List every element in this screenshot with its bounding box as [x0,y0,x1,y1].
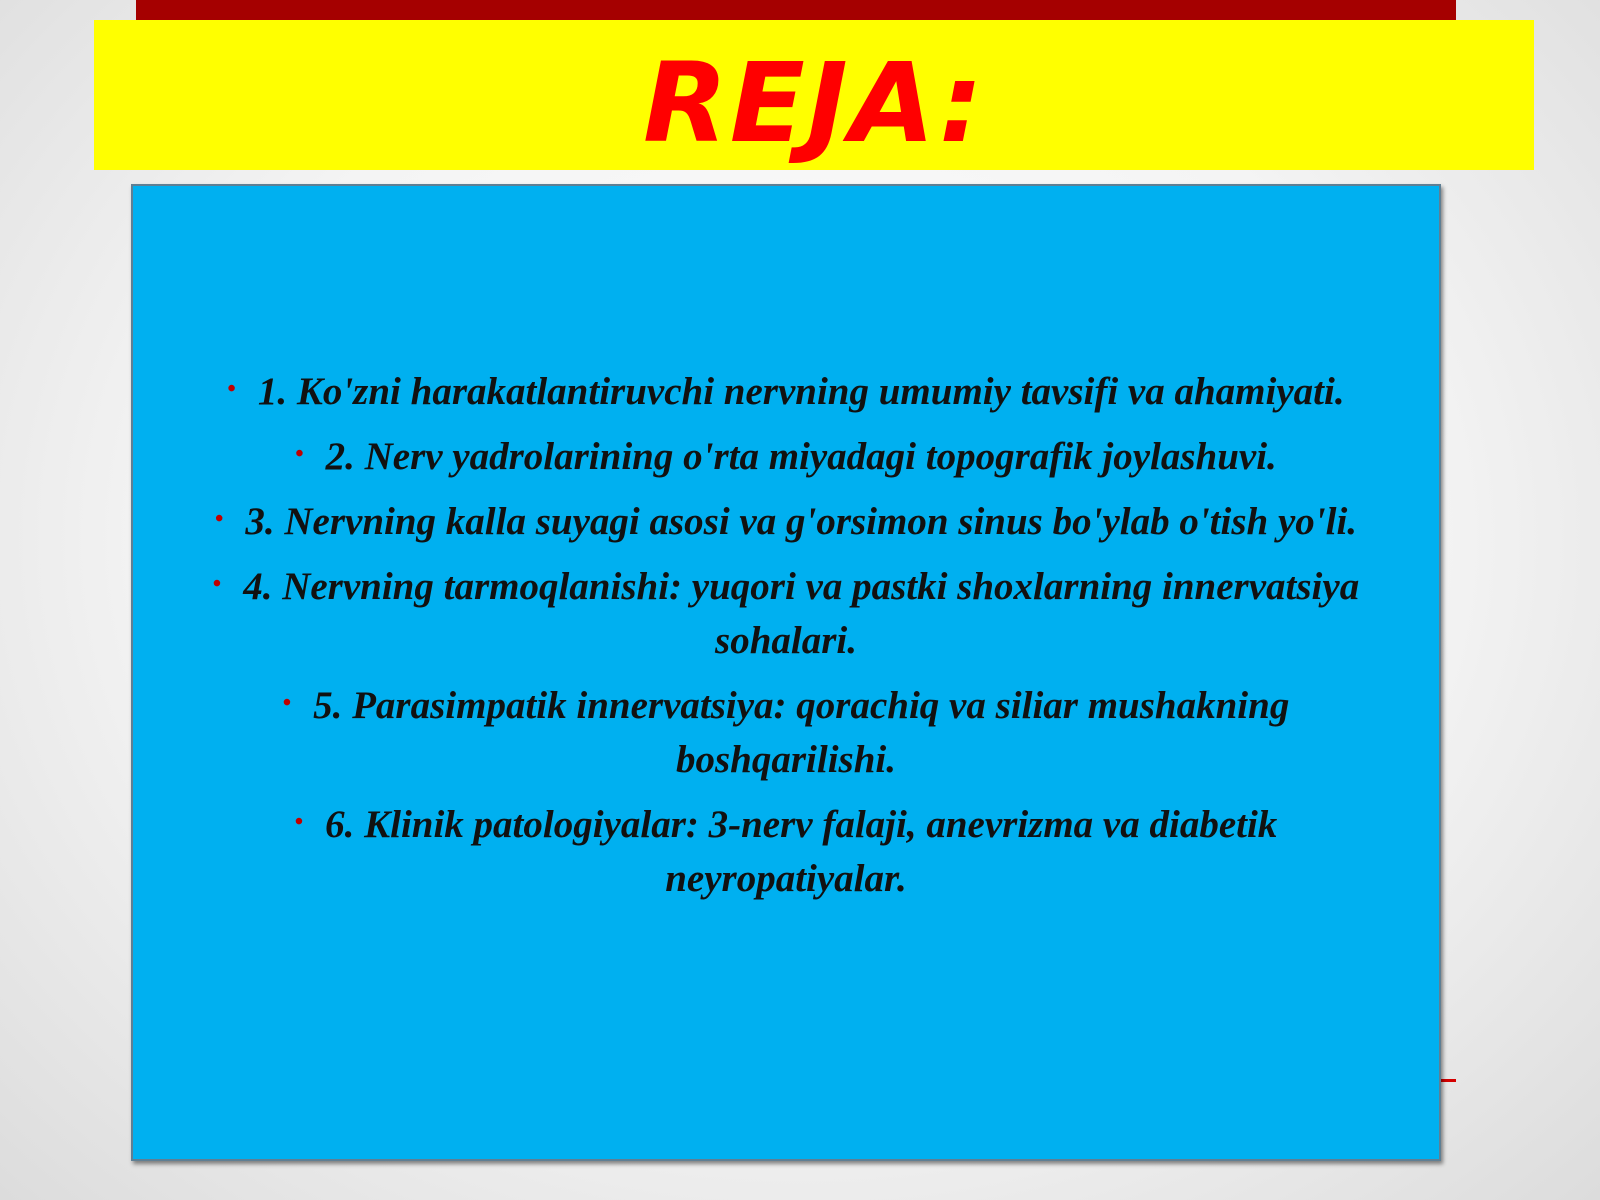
bullet-icon: • [227,376,236,402]
bullet-icon: • [294,809,304,835]
bullet-icon: • [282,690,292,716]
plan-item-1 [173,362,1399,419]
bullet-icon: • [212,571,222,597]
plan-item-text: 2. Nerv yadrolarining o'rta miyadagi topografik joylashuvi. [325,435,1277,478]
plan-content-box [131,184,1441,1161]
plan-item-6 [173,795,1399,906]
title-band [94,20,1534,170]
plan-item-text: 5. Parasimpatik innervatsiya: qorachiq va siliar mushakning boshqarilishi. [313,684,1290,781]
plan-item-text: 1. Ko'zni harakatlantiruvchi nervning umumiy tavsifi va ahamiyati. [257,370,1345,413]
plan-item-text: 4. Nervning tarmoqlanishi: yuqori va pastki shoxlarning innervatsiya sohalari. [243,565,1360,662]
plan-item-5 [173,676,1399,787]
plan-item-text: 6. Klinik patologiyalar: 3-nerv falaji, anevrizma va diabetik neyropatiyalar. [325,803,1278,900]
plan-item-4 [173,557,1399,668]
plan-list [173,362,1399,914]
plan-item-3 [173,492,1399,549]
plan-item-2 [173,427,1399,484]
top-decorative-bar [136,0,1456,20]
bullet-icon: • [295,441,304,467]
plan-item-text: 3. Nervning kalla suyagi asosi va g'orsimon sinus bo'ylab o'tish yo'li. [245,500,1358,543]
slide-title: REJA: [643,39,985,167]
decorative-red-line [1440,1079,1456,1082]
bullet-icon: • [214,506,224,532]
